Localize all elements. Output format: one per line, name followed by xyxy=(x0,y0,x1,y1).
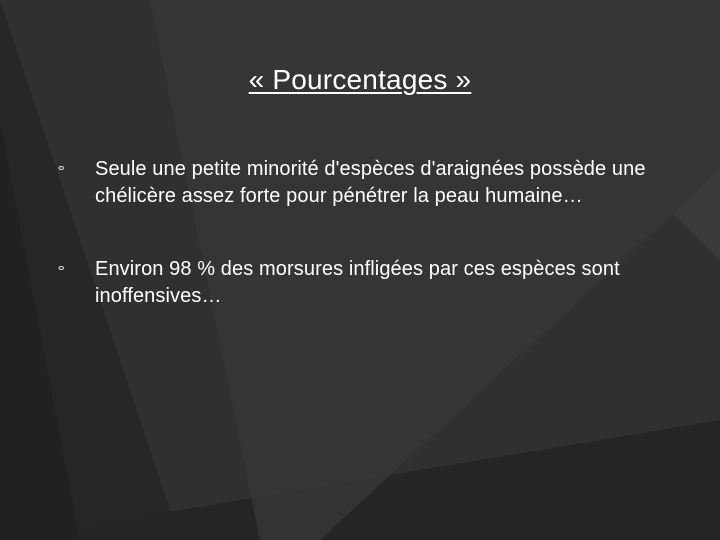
bullet-item xyxy=(58,156,658,210)
bullet-text: Environ 98 % des morsures infligées par ces espèces sont inoffensives… xyxy=(95,258,620,307)
bullet-text: Seule une petite minorité d'espèces d'araignées possède une chélicère assez forte pour pénétrer la peau humaine… xyxy=(95,158,646,207)
bullet-icon: ⴰ xyxy=(58,262,65,273)
bullet-icon: ⴰ xyxy=(58,162,65,173)
bullet-item xyxy=(58,256,658,310)
bullet-list xyxy=(58,156,658,356)
slide-title: « Pourcentages » xyxy=(248,64,472,95)
